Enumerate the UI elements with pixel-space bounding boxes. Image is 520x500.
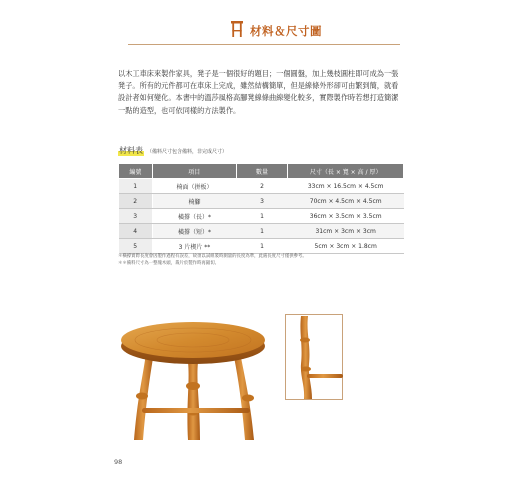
table-cell: 1	[236, 224, 288, 239]
table-cell: 3	[236, 194, 288, 209]
materials-heading	[118, 145, 227, 156]
table-cell: 3	[119, 209, 153, 224]
table-cell: 椅面（拼板）	[152, 179, 236, 194]
table-footnotes	[118, 253, 408, 267]
table-cell: 橫撐（短）*	[152, 224, 236, 239]
table-cell: 1	[119, 179, 153, 194]
materials-note: （備料尺寸包含備料，非完成尺寸）	[147, 149, 228, 155]
footnote: ＊橫撐實際長度會因製作過程有誤差，故須以試組裝時測量的長度為準，此處長度尺寸僅供參考。	[118, 254, 307, 259]
stool-icon	[230, 20, 244, 42]
table-cell: 2	[236, 179, 288, 194]
intro-paragraph: 以木工車床來製作家具，凳子是一個很好的題目；一個圓盤，加上幾枝圓柱即可成為一張凳子。所有的元件都可在車床上完成，雖然結構簡單，但是線條外形卻可由繁到簡，就看設計者如何變化。本書中的溫莎風格高腳凳線條曲線變化較多，實際製作時若想打造簡潔一點的造型，也可依同樣的方法製作。	[118, 69, 399, 115]
table-cell: 2	[119, 194, 153, 209]
table-cell: 33cm × 16.5cm × 4.5cm	[288, 179, 404, 194]
materials-label: 材料表	[119, 146, 143, 155]
table-row	[119, 209, 404, 224]
header-divider	[128, 44, 400, 45]
stool-photo	[116, 312, 276, 444]
table-cell: 31cm × 3cm × 3cm	[288, 224, 404, 239]
table-cell: 1	[236, 239, 288, 254]
table-cell: 5	[119, 239, 153, 254]
table-header-row	[119, 164, 404, 179]
footnote: ＊＊備料尺寸為一整塊木頭，裁片於製作時再鋸切。	[118, 261, 219, 267]
page-title: 材料＆尺寸圖	[250, 24, 322, 38]
table-row	[119, 179, 404, 194]
page-number: 98	[114, 458, 123, 466]
table-row	[119, 239, 404, 254]
table-cell: 5cm × 3cm × 1.8cm	[288, 239, 404, 254]
column-header: 編號	[119, 164, 153, 179]
section-header	[230, 18, 322, 44]
table-cell: 1	[236, 209, 288, 224]
column-header: 項目	[152, 164, 236, 179]
table-cell: 3 片楔片 **	[152, 239, 236, 254]
table-cell: 70cm × 4.5cm × 4.5cm	[288, 194, 404, 209]
table-cell: 橫撐（長）*	[152, 209, 236, 224]
table-cell: 椅腳	[152, 194, 236, 209]
table-cell: 36cm × 3.5cm × 3.5cm	[288, 209, 404, 224]
leg-detail-photo	[285, 314, 343, 404]
column-header: 尺寸（長 × 寬 × 高 / 厚）	[288, 164, 404, 179]
table-row	[119, 224, 404, 239]
materials-table	[118, 163, 404, 254]
table-cell: 4	[119, 224, 153, 239]
table-row	[119, 194, 404, 209]
column-header: 數量	[236, 164, 288, 179]
